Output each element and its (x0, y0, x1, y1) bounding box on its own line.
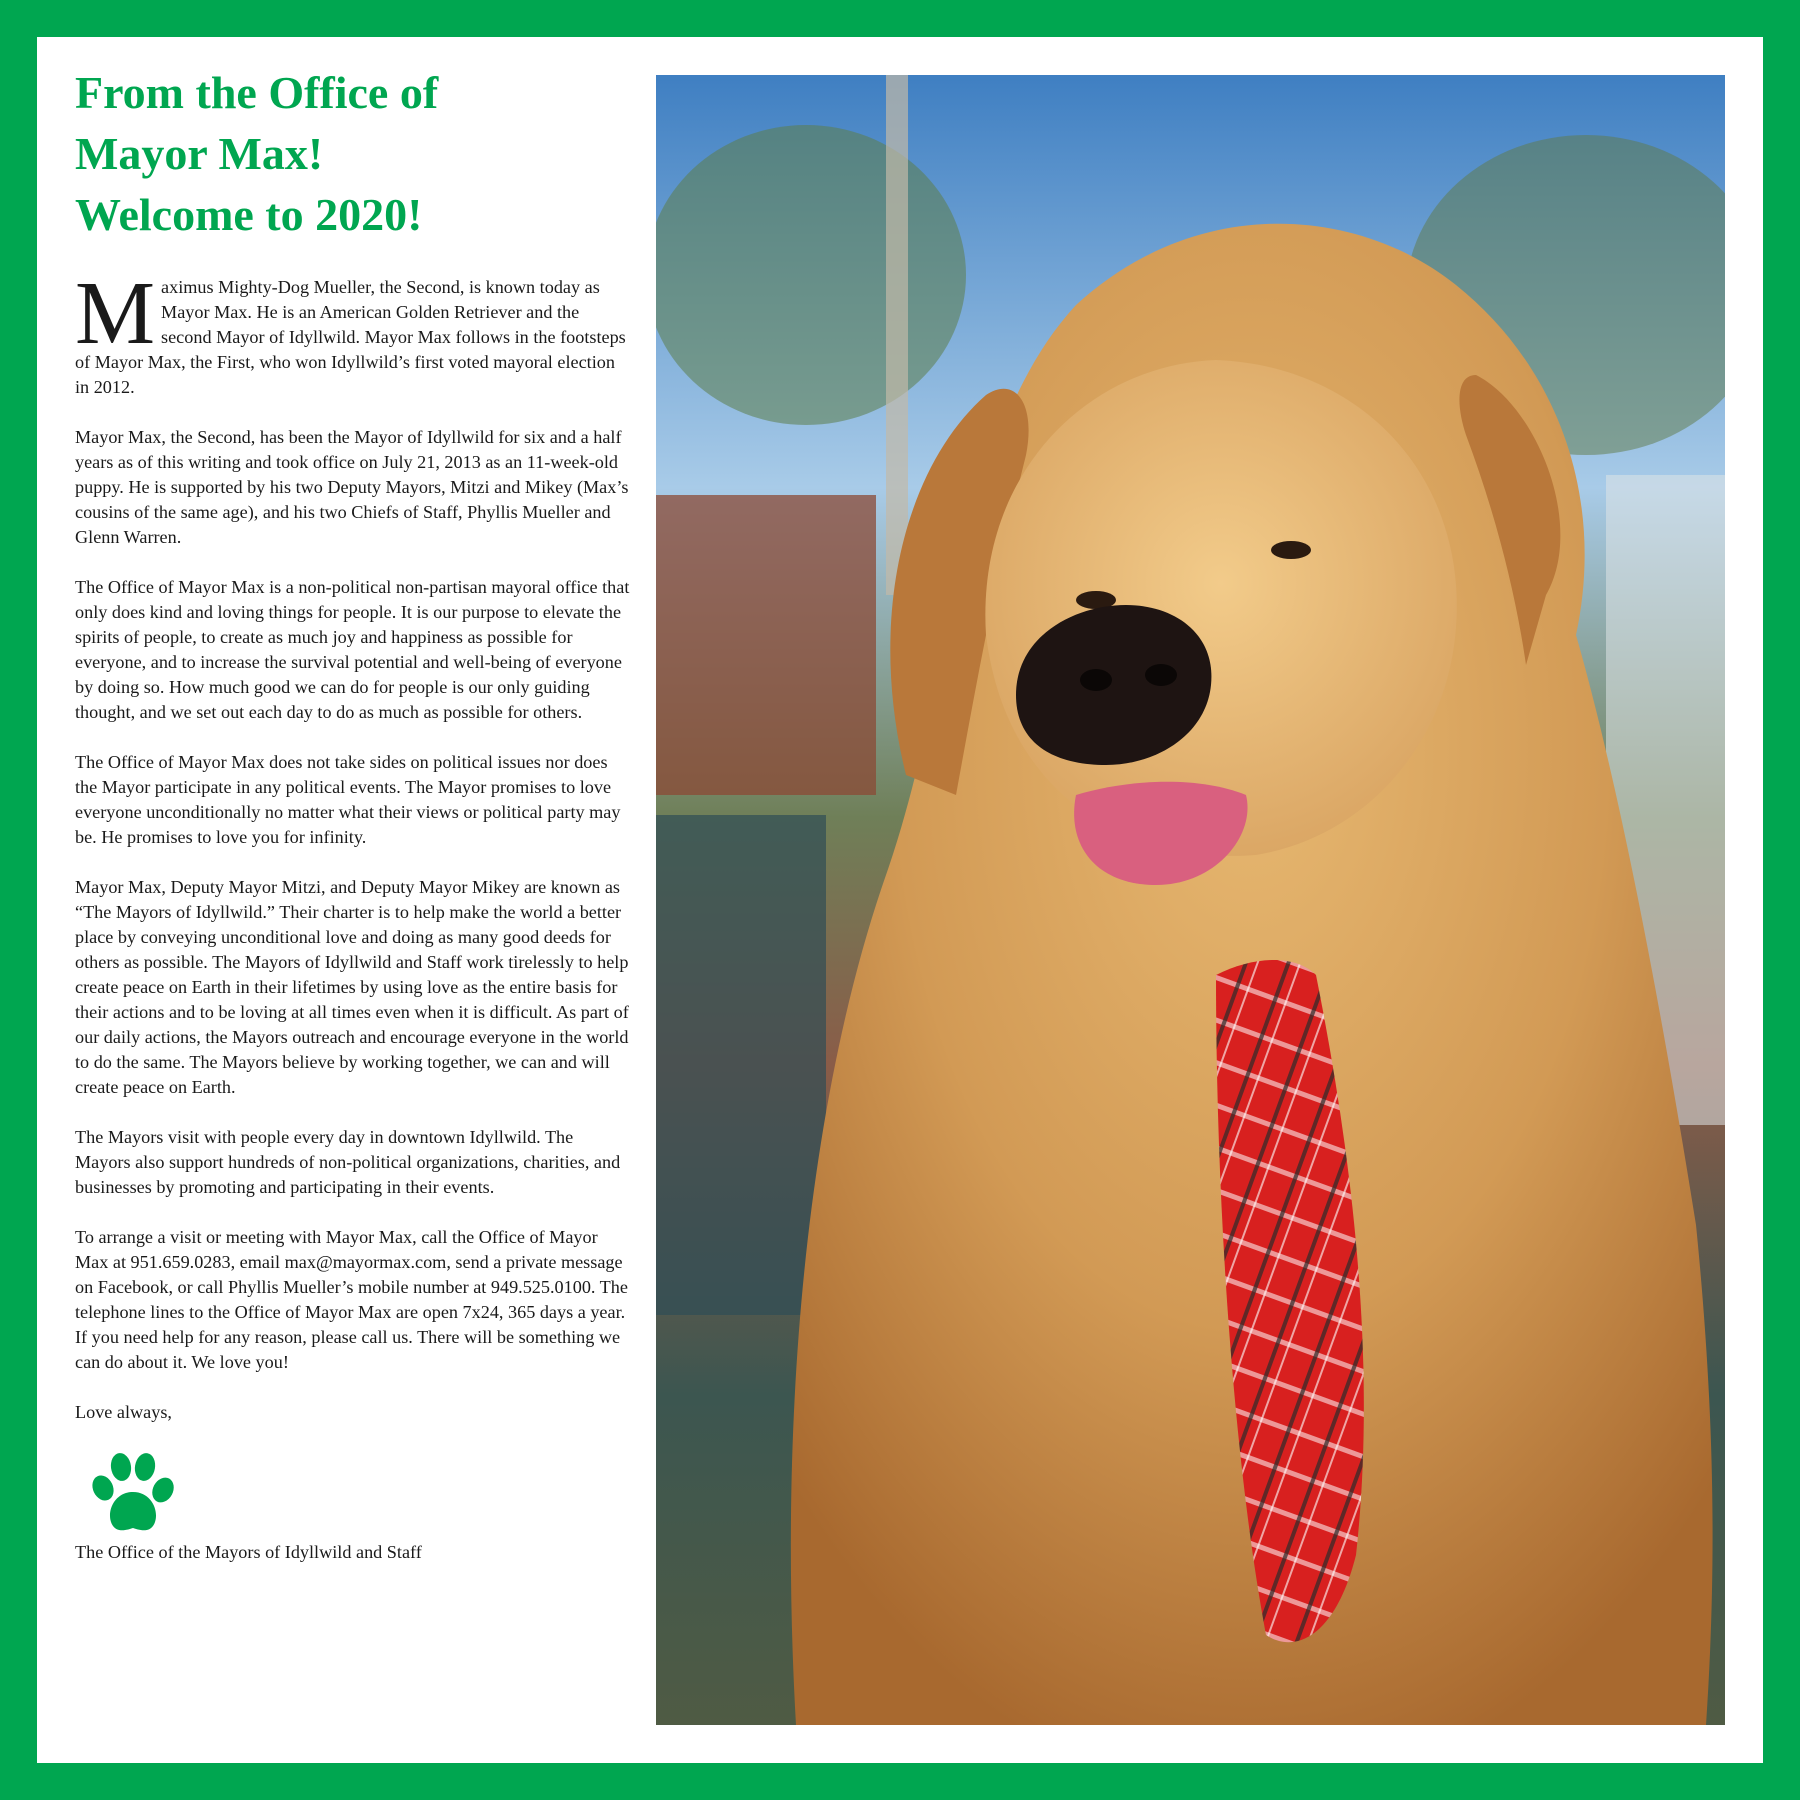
golden-retriever-photo (656, 75, 1725, 1725)
paragraph-1 (75, 264, 630, 400)
paragraph-2: Mayor Max, the Second, has been the Mayor of Idyllwild for six and a half years as of this writing and took office on July 21, 2013 as an 11-week-old puppy. He is supported by his two Deputy Mayors, Mitzi and Mikey (Max’s cousins of the same age), and his two Chiefs of Staff, Phyllis Mueller and Glenn Warren. (75, 427, 629, 547)
title-line-1: From the Office of (75, 67, 439, 118)
paragraph-5: Mayor Max, Deputy Mayor Mitzi, and Deputy Mayor Mikey are known as “The Mayors of Idyllwild.” Their charter is to help make the world a better place by conveying unconditional love and doing as many good deeds for others as possible. The Mayors of Idyllwild and Staff work tirelessly to help create peace on Earth in their lifetimes by using love as the entire basis for their actions and to be loving at all times even when it is difficult. As part of our daily actions, the Mayors outreach and encourage everyone in the world to do the same. The Mayors believe by working together, we can and will create peace on Earth. (75, 877, 629, 1097)
signature: The Office of the Mayors of Idyllwild and Staff (75, 1542, 422, 1562)
title-line-3: Welcome to 2020! (75, 189, 423, 240)
signoff: Love always, (75, 1402, 172, 1422)
paragraph-3: The Office of Mayor Max is a non-political non-partisan mayoral office that only does kind and loving things for people. It is our purpose to elevate the spirits of people, to create as much joy and happiness as possible for everyone, and to increase the survival potential and well-being of everyone by doing so. How much good we can do for people is our only guiding thought, and we set out each day to do as much as possible for others. (75, 577, 630, 722)
paragraph-6: The Mayors visit with people every day in downtown Idyllwild. The Mayors also support hundreds of non-political organizations, charities, and businesses by promoting and participating in their events. (75, 1127, 621, 1197)
paragraph-1-text: aximus Mighty-Dog Mueller, the Second, is known today as Mayor Max. He is an American Golden Retriever and the second Mayor of Idyllwild. Mayor Max follows in the footsteps of Mayor Max, the First, who won Idyllwild’s first voted mayoral election in 2012. (75, 277, 626, 397)
paragraph-4: The Office of Mayor Max does not take sides on political issues nor does the Mayor participate in any political events. The Mayor promises to love everyone unconditionally no matter what their views or political party may be. He promises to love you for infinity. (75, 752, 621, 847)
drop-cap: M (75, 264, 156, 363)
paragraph-7: To arrange a visit or meeting with Mayor Max, call the Office of Mayor Max at 951.659.0283, email max@mayormax.com, send a private message on Facebook, or call Phyllis Mueller’s mobile number at 949.525.0100. The telephone lines to the Office of Mayor Max are open 7x24, 365 days a year. If you need help for any reason, please call us. There will be something we can do about it. We love you! (75, 1227, 628, 1372)
page-title (75, 62, 630, 245)
paw-print-icon (85, 1450, 180, 1540)
letter-column (75, 62, 630, 1590)
letter-body (75, 264, 630, 1565)
title-line-2: Mayor Max! (75, 128, 324, 179)
